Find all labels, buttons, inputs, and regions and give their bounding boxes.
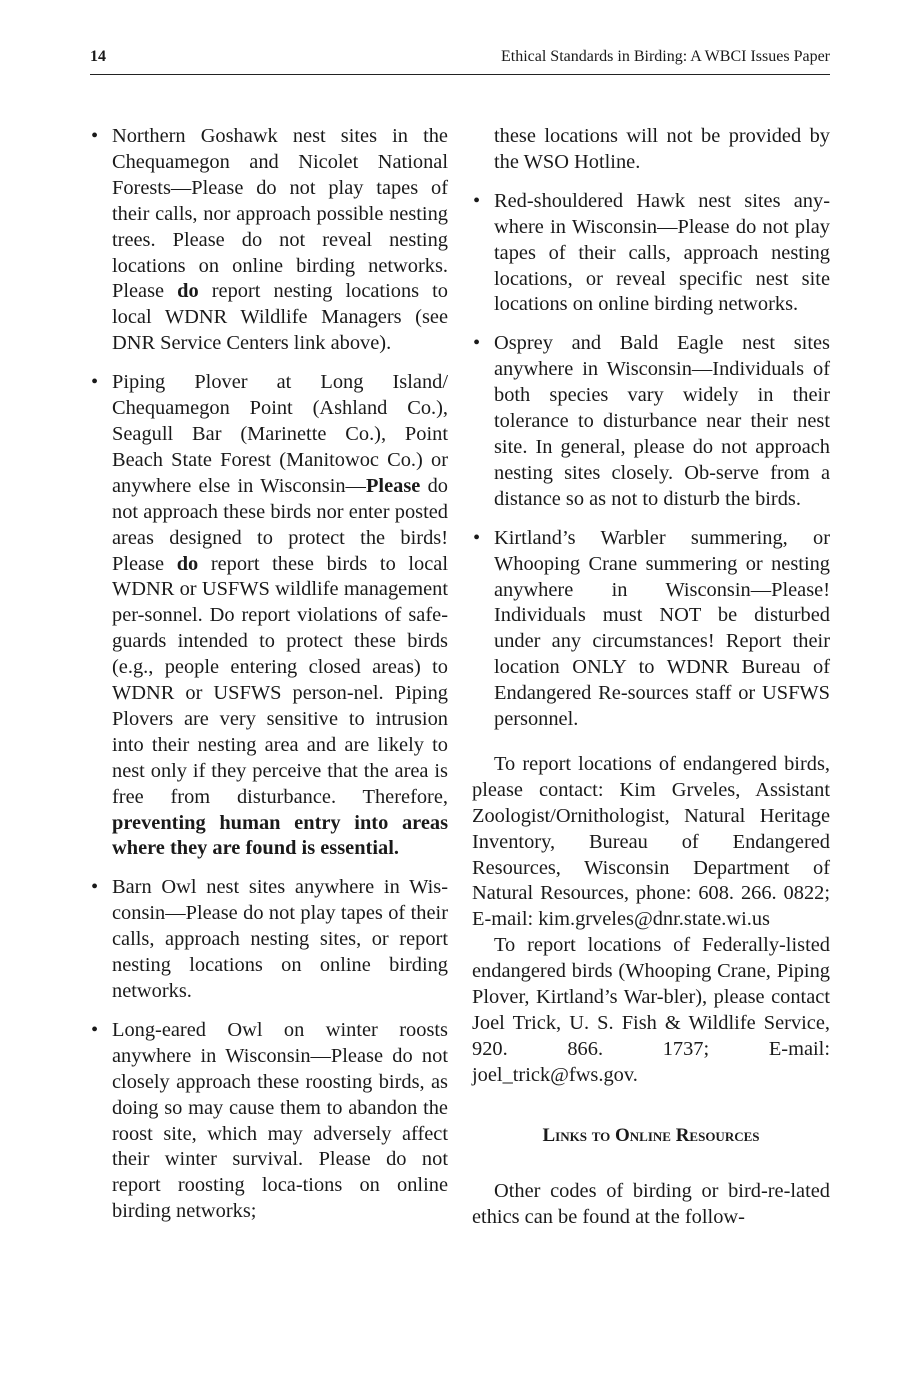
page-header [90, 48, 830, 75]
list-item-text [112, 371, 448, 859]
text-run: report these birds to local WDNR or USFWS wildlife management per-sonnel. Do report violations of safe-guards intended to protect these birds (e.g., people entering closed areas) to WDNR or USFWS person-nel. Piping Plovers are very sensitive to intrusion into their nesting area and are likely to nest only if they perceive that the area is free from disturbance. Therefore, [112, 552, 448, 808]
section-heading: Links to Online Resources [542, 1124, 760, 1146]
links-paragraph: Other codes of birding or bird-re-lated ethics can be found at the follow- [472, 1179, 830, 1228]
list-item-text [112, 1019, 448, 1222]
bold-text: do [177, 280, 199, 303]
list-item-kirtlands-warbler [472, 526, 830, 733]
list-item-text [494, 332, 830, 509]
text-run: report nesting locations to local WDNR Wildlife Managers (see DNR Service Centers link above). [112, 280, 448, 355]
text-run: Red-shouldered Hawk nest sites any-where in Wisconsin—Please do not play tapes of their calls, approach nesting locations, or reveal specific nest site locations on online birding networks. [494, 189, 830, 316]
page-number: 14 [90, 48, 106, 65]
list-item-osprey-bald-eagle [472, 331, 830, 512]
bullet-icon: • [473, 332, 481, 355]
bullet-icon: • [473, 189, 481, 212]
continued-text: these locations will not be provided by the WSO Hotline. [494, 125, 830, 173]
running-title: Ethical Standards in Birding: A WBCI Issues Paper [500, 48, 830, 65]
text-run: Long-eared Owl on winter roosts anywhere in Wisconsin—Please do not closely approach these roosting birds, as doing so may cause them to abandon the roost site, which may adversely affect their winter survival. Please do not report roosting loca-tions on online birding networks; [112, 1018, 448, 1223]
bold-text: do [176, 552, 199, 575]
list-item-text [494, 190, 830, 316]
right-column [472, 124, 830, 1230]
text-run: Osprey and Bald Eagle nest sites anywhere in Wisconsin—Individuals of both species vary widely in their tolerance to disturbance near their nest site. In general, please do not approach nesting sites closely. Ob-serve from a distance so as not to disturb the birds. [494, 332, 830, 510]
left-bullet-list [90, 124, 448, 1225]
text-run: Kirtland’s Warbler summering, or Whooping Crane summering or nesting anywhere in Wisconsin—Please! Individuals must NOT be disturbed under any circumstances! Report their location ONLY to WDNR Bureau of Endangered Re-sources staff or USFWS personnel. [494, 526, 830, 731]
list-item-text [112, 125, 448, 354]
bold-text: Please [365, 474, 421, 497]
bullet-icon: • [91, 1018, 99, 1041]
contact-paragraph-state: To report locations of endangered birds, please contact: Kim Grveles, Assistant Zoologist/Ornithologist, Natural Heritage Inventory, Bureau of Endangered Resources, Wisconsin Department of Natural Resources, phone: 608. 266. 0822; E-mail: kim.grveles@dnr.state.wi.us [472, 752, 830, 931]
list-item-barn-owl [90, 875, 448, 1005]
bullet-icon: • [91, 125, 99, 147]
list-item-piping-plover [90, 370, 448, 862]
right-bullet-list [472, 189, 830, 733]
left-column [90, 124, 448, 1238]
bullet-icon: • [473, 526, 481, 549]
text-run: Piping Plover at Long Island/ Chequamegon Point (Ashland Co.), Seagull Bar (Marinette Co.), Point Beach State Forest (Manitowoc Co.) or anywhere else in Wisconsin— [112, 371, 448, 497]
text-run: Barn Owl nest sites anywhere in Wis-consin—Please do not play tapes of their calls, approach nesting sites, or report nesting locations on online birding networks. [112, 876, 448, 1002]
list-item-red-shouldered-hawk [472, 189, 830, 319]
text-run: Northern Goshawk nest sites in the Chequamegon and Nicolet National Forests—Please do not play tapes of their calls, nor approach possible nesting trees. Please do not reveal nesting locations on online birding networks. Please [112, 125, 448, 303]
bullet-icon: • [91, 876, 99, 899]
list-item-text [112, 876, 448, 1002]
contact-paragraph-federal: To report locations of Federally-listed endangered birds (Whooping Crane, Piping Plover, Kirtland’s War-bler), please contact Joel Trick, U. S. Fish & Wildlife Service, 920. 866. 1737; E-mail: joel_trick@fws.gov. [472, 934, 830, 1086]
list-item-text [494, 527, 830, 730]
text-run: do not approach these birds nor enter posted areas designed to protect the birds! Please [112, 474, 448, 575]
bullet-icon: • [91, 371, 99, 394]
list-item-long-eared-owl [90, 1018, 448, 1225]
bold-text: preventing human entry into areas where they are found is essential. [112, 811, 448, 860]
list-item-goshawk [90, 124, 448, 357]
